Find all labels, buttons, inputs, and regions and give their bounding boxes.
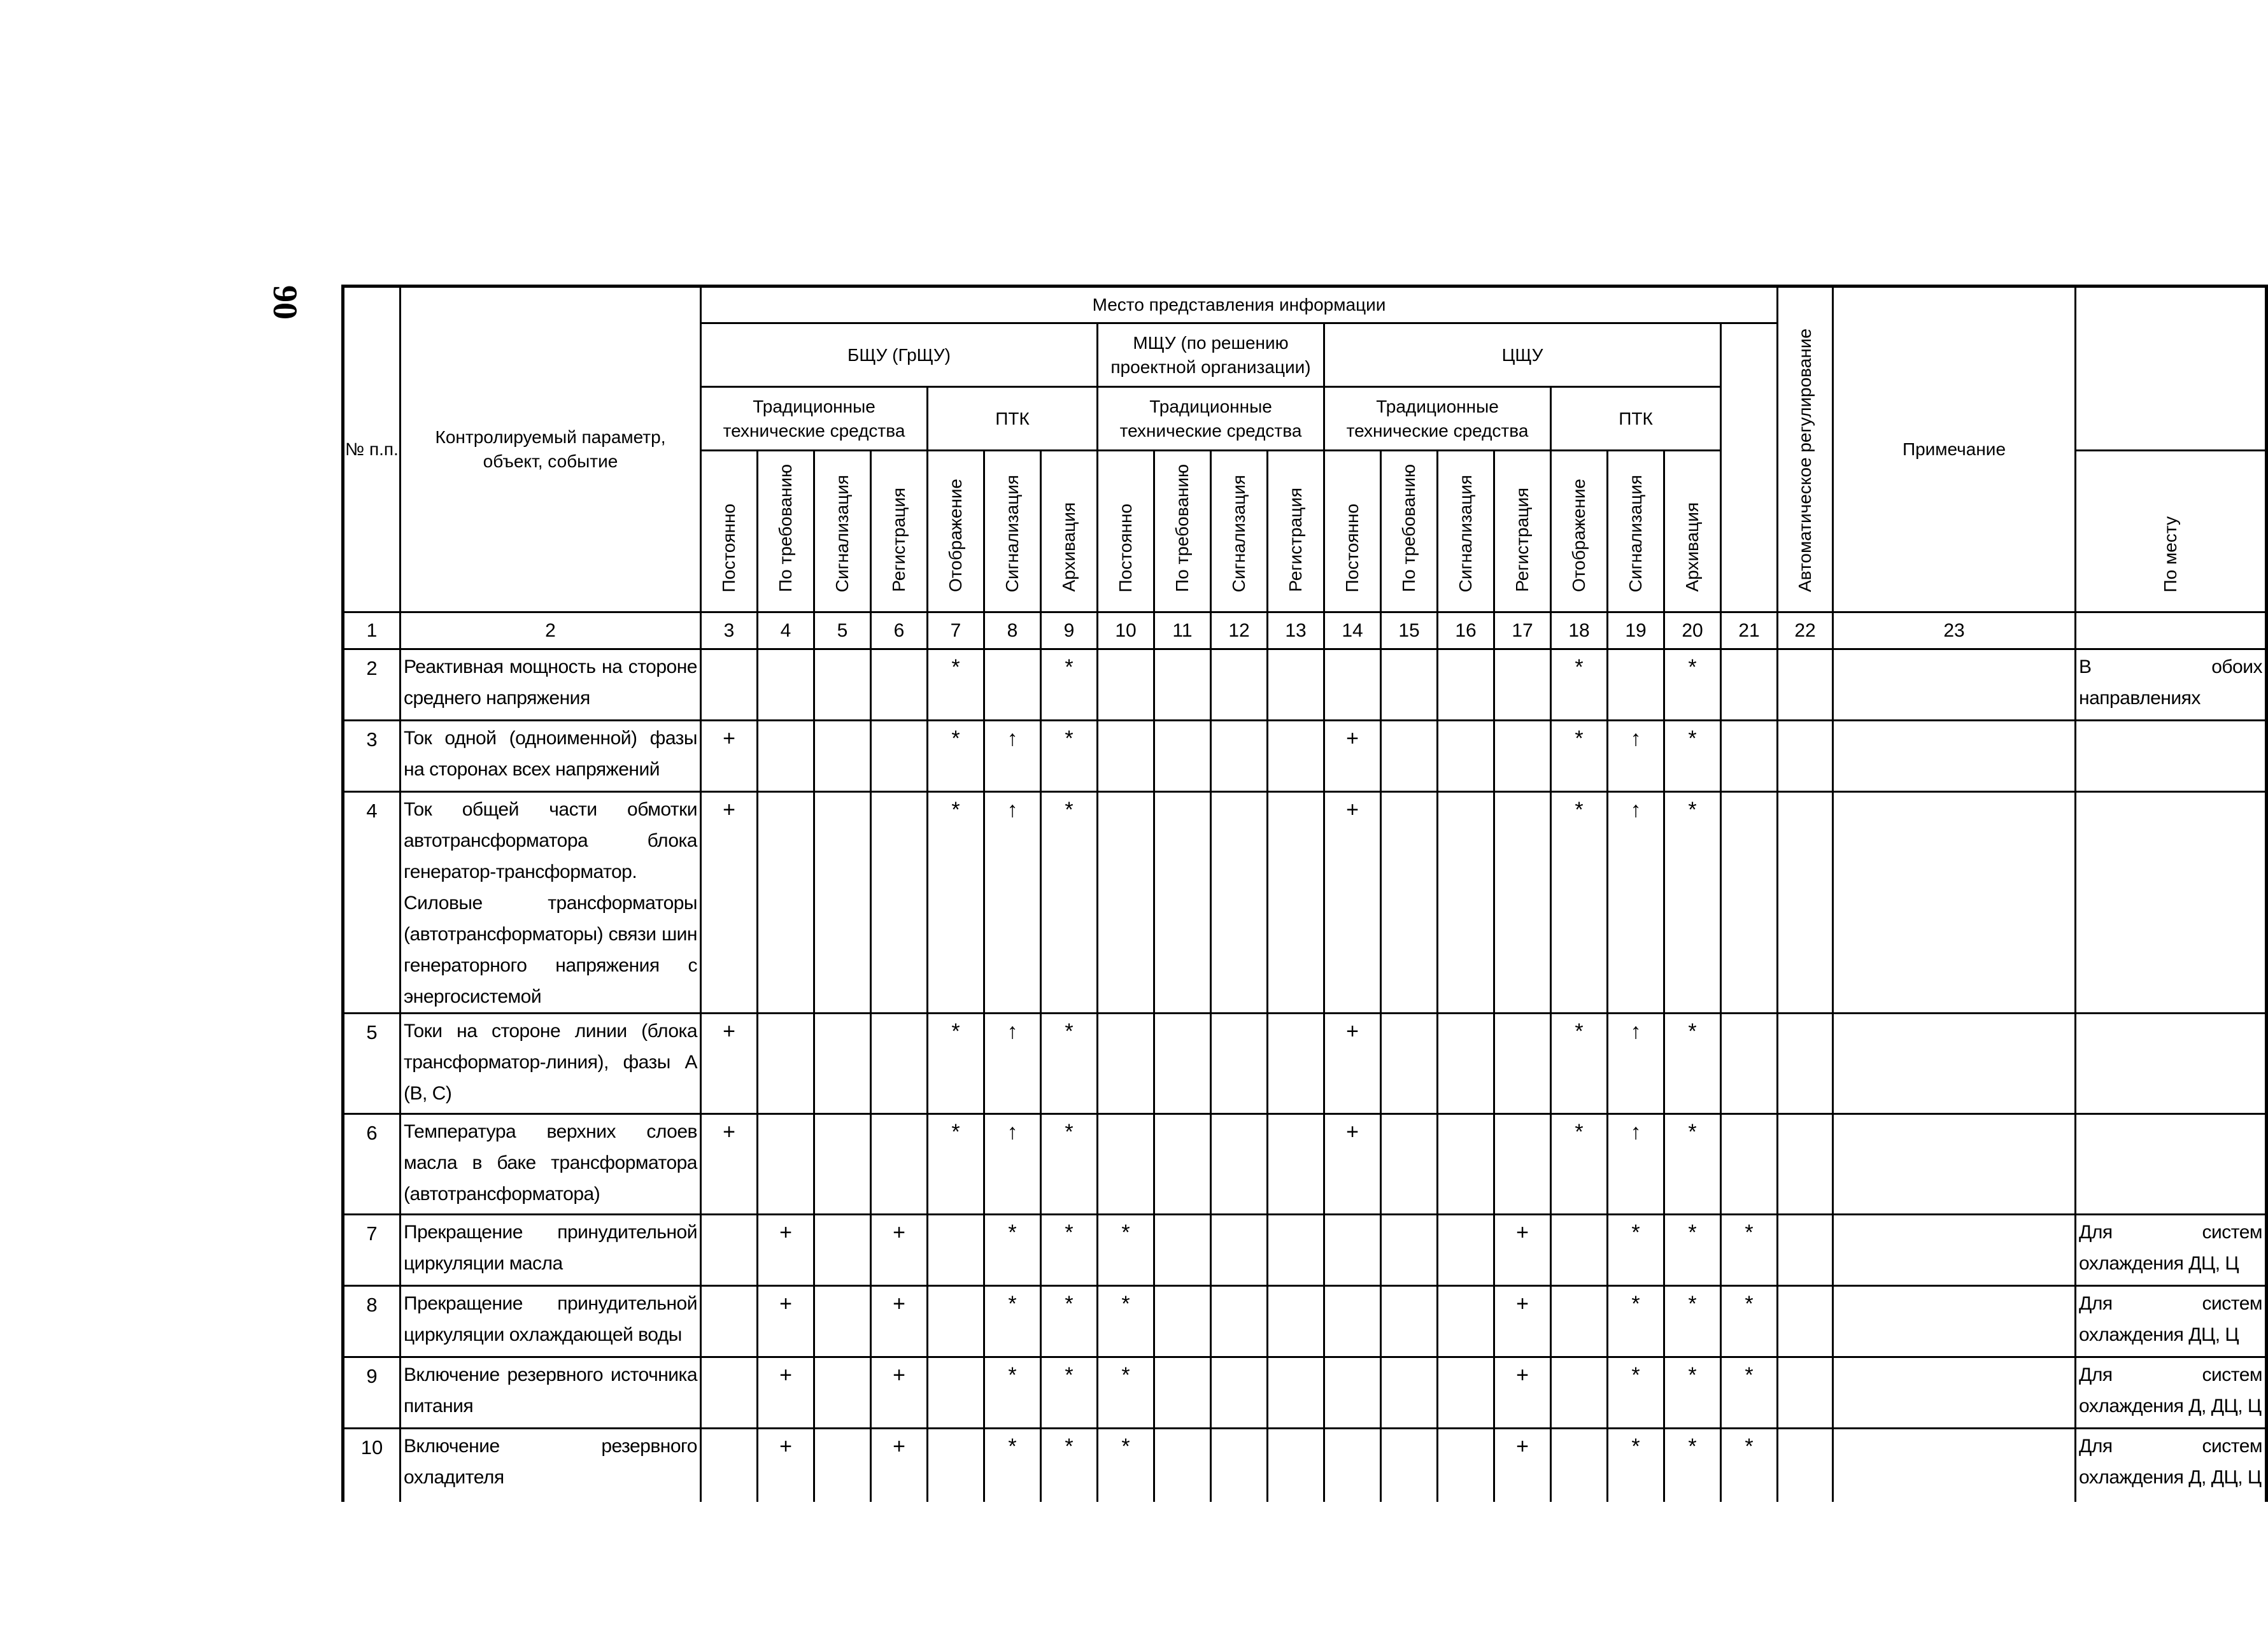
mark-cell: *	[1608, 1286, 1664, 1357]
mark-cell	[871, 1014, 928, 1114]
mark-cell: *	[984, 1357, 1041, 1429]
subheader-signalizaciya: Сигнализация	[1438, 451, 1494, 612]
note-cell: Для систем охлаждения ДЦ, Ц	[2076, 1215, 2267, 1286]
row-number: 8	[343, 1286, 400, 1357]
column-number: 21	[1721, 612, 1778, 649]
mark-cell	[1833, 1357, 2076, 1429]
mark-cell	[701, 1286, 758, 1357]
subheader-arhivaciya: Архивация	[1664, 451, 1721, 612]
subheader-po-trebovaniyu: По требованию	[1154, 451, 1211, 612]
mark-cell	[871, 649, 928, 721]
mark-cell	[871, 792, 928, 1014]
column-number: 15	[1381, 612, 1438, 649]
mark-cell	[1721, 792, 1778, 1014]
mark-cell: +	[871, 1429, 928, 1502]
mark-cell: *	[1041, 1357, 1098, 1429]
mark-cell: *	[1041, 721, 1098, 792]
mark-cell	[814, 721, 871, 792]
mark-cell: +	[871, 1357, 928, 1429]
mark-cell	[701, 649, 758, 721]
mark-cell	[1551, 1215, 1608, 1286]
mark-cell	[1324, 1429, 1381, 1502]
mark-cell: *	[1664, 1286, 1721, 1357]
mark-cell: *	[984, 1429, 1041, 1502]
column-number: 4	[758, 612, 814, 649]
mark-cell	[1778, 1286, 1833, 1357]
column-number: 14	[1324, 612, 1381, 649]
mark-cell	[1833, 792, 2076, 1014]
subheader-otobrazhenie: Отображение	[1551, 451, 1608, 612]
parameter-cell: Токи на стороне линии (блока трансформатор-линия), фазы А (В, С)	[400, 1014, 701, 1114]
mark-cell	[814, 1429, 871, 1502]
mark-cell	[758, 1114, 814, 1215]
mark-cell	[1211, 1114, 1268, 1215]
table-row	[343, 1114, 2267, 1215]
mark-cell: +	[701, 721, 758, 792]
column-number: 8	[984, 612, 1041, 649]
table-row	[343, 792, 2267, 1014]
mark-cell: +	[1324, 792, 1381, 1014]
mark-cell	[1154, 792, 1211, 1014]
header-bschu-ptk: ПТК	[928, 387, 1098, 451]
mark-cell: *	[1664, 1429, 1721, 1502]
subheader-po-trebovaniyu: По требованию	[1381, 451, 1438, 612]
column-number: 16	[1438, 612, 1494, 649]
note-cell	[2076, 1114, 2267, 1215]
mark-cell: ↑	[1608, 721, 1664, 792]
subheader-registraciya: Регистрация	[871, 451, 928, 612]
mark-cell	[1551, 1357, 1608, 1429]
mark-cell	[1778, 792, 1833, 1014]
column-number: 22	[1778, 612, 1833, 649]
subheader-postoyanno: Постоянно	[1324, 451, 1381, 612]
column-number: 6	[871, 612, 928, 649]
mark-cell	[1268, 1357, 1324, 1429]
mark-cell: *	[928, 1014, 984, 1114]
mark-cell	[1268, 792, 1324, 1014]
mark-cell: *	[1098, 1357, 1154, 1429]
mark-cell	[1381, 1357, 1438, 1429]
mark-cell	[1211, 1286, 1268, 1357]
mark-cell: *	[1664, 1014, 1721, 1114]
subheader-postoyanno: Постоянно	[1098, 451, 1154, 612]
mark-cell: +	[758, 1429, 814, 1502]
mark-cell	[871, 721, 928, 792]
header-number: № п.п.	[343, 286, 400, 612]
mark-cell	[1608, 649, 1664, 721]
mark-cell: *	[1664, 1215, 1721, 1286]
mark-cell: *	[984, 1215, 1041, 1286]
row-number: 9	[343, 1357, 400, 1429]
table-row	[343, 1014, 2267, 1114]
mark-cell	[1438, 1114, 1494, 1215]
mark-cell	[1154, 1357, 1211, 1429]
mark-cell: *	[1551, 649, 1608, 721]
note-cell: В обоих направлениях	[2076, 649, 2267, 721]
mark-cell	[1211, 792, 1268, 1014]
column-number: 11	[1154, 612, 1211, 649]
mark-cell: *	[928, 721, 984, 792]
mark-cell	[1833, 721, 2076, 792]
mark-cell	[1721, 1114, 1778, 1215]
mark-cell	[1324, 1215, 1381, 1286]
subheader-signalizaciya: Сигнализация	[814, 451, 871, 612]
mark-cell: ↑	[984, 1114, 1041, 1215]
column-number-row	[343, 612, 2267, 649]
mark-cell	[758, 721, 814, 792]
row-number: 6	[343, 1114, 400, 1215]
mark-cell	[814, 1215, 871, 1286]
note-cell	[2076, 792, 2267, 1014]
mark-cell	[1438, 1357, 1494, 1429]
mark-cell	[1494, 721, 1551, 792]
mark-cell	[1833, 1429, 2076, 1502]
mark-cell	[1381, 1286, 1438, 1357]
mark-cell	[1154, 1429, 1211, 1502]
mark-cell	[1438, 792, 1494, 1014]
mark-cell	[1381, 792, 1438, 1014]
column-number: 9	[1041, 612, 1098, 649]
mark-cell: *	[1608, 1215, 1664, 1286]
parameter-cell: Прекращение принудительной циркуляции масла	[400, 1215, 701, 1286]
note-cell	[2076, 721, 2267, 792]
parameter-cell: Реактивная мощность на стороне среднего напряжения	[400, 649, 701, 721]
mark-cell	[1324, 649, 1381, 721]
mark-cell	[1438, 721, 1494, 792]
mark-cell: +	[758, 1357, 814, 1429]
subheader-signalizaciya: Сигнализация	[984, 451, 1041, 612]
mark-cell	[814, 649, 871, 721]
mark-cell: *	[1041, 792, 1098, 1014]
mark-cell: *	[928, 649, 984, 721]
mark-cell	[1154, 649, 1211, 721]
mark-cell: *	[1041, 649, 1098, 721]
mark-cell	[758, 649, 814, 721]
mark-cell	[1438, 1286, 1494, 1357]
mark-cell: ↑	[1608, 1114, 1664, 1215]
row-number: 10	[343, 1429, 400, 1502]
mark-cell: *	[1664, 1357, 1721, 1429]
mark-cell: *	[1608, 1429, 1664, 1502]
column-number: 20	[1664, 612, 1721, 649]
mark-cell	[1268, 1429, 1324, 1502]
row-number: 4	[343, 792, 400, 1014]
monitoring-parameters-table	[341, 285, 2268, 1502]
mark-cell	[1154, 1114, 1211, 1215]
row-number: 2	[343, 649, 400, 721]
mark-cell: *	[1041, 1014, 1098, 1114]
mark-cell	[984, 649, 1041, 721]
subheader-signalizaciya: Сигнализация	[1211, 451, 1268, 612]
mark-cell	[1381, 1114, 1438, 1215]
mark-cell	[1381, 1014, 1438, 1114]
subheader-signalizaciya: Сигнализация	[1608, 451, 1664, 612]
mark-cell	[1381, 1429, 1438, 1502]
mark-cell	[701, 1357, 758, 1429]
mark-cell	[1098, 649, 1154, 721]
note-cell: Для систем охлаждения Д, ДЦ, Ц	[2076, 1429, 2267, 1502]
mark-cell: *	[1041, 1286, 1098, 1357]
mark-cell: +	[701, 1014, 758, 1114]
mark-cell: +	[701, 792, 758, 1014]
mark-cell: ↑	[984, 792, 1041, 1014]
mark-cell: *	[1098, 1286, 1154, 1357]
mark-cell	[1098, 721, 1154, 792]
mark-cell: *	[1551, 1114, 1608, 1215]
mark-cell	[1211, 721, 1268, 792]
column-number: 3	[701, 612, 758, 649]
mark-cell: *	[1721, 1215, 1778, 1286]
mark-cell	[1098, 792, 1154, 1014]
note-cell: Для систем охлаждения Д, ДЦ, Ц	[2076, 1357, 2267, 1429]
mark-cell	[1211, 1014, 1268, 1114]
parameter-cell: Включение резервного охладителя	[400, 1429, 701, 1502]
mark-cell	[1154, 721, 1211, 792]
mark-cell	[928, 1357, 984, 1429]
mark-cell	[814, 1357, 871, 1429]
parameter-cell: Прекращение принудительной циркуляции охлаждающей воды	[400, 1286, 701, 1357]
mark-cell: *	[1551, 1014, 1608, 1114]
mark-cell	[1438, 649, 1494, 721]
mark-cell: +	[1494, 1215, 1551, 1286]
mark-cell	[1154, 1215, 1211, 1286]
mark-cell	[1268, 649, 1324, 721]
mark-cell	[1211, 649, 1268, 721]
table-row	[343, 1429, 2267, 1502]
mark-cell	[1833, 649, 2076, 721]
mark-cell: +	[758, 1286, 814, 1357]
table-row	[343, 1357, 2267, 1429]
header-bschu: БЩУ (ГрЩУ)	[701, 323, 1098, 387]
mark-cell	[1438, 1429, 1494, 1502]
mark-cell: *	[928, 1114, 984, 1215]
mark-cell	[1778, 1114, 1833, 1215]
column-number: 12	[1211, 612, 1268, 649]
subheader-po-trebovaniyu: По требованию	[758, 451, 814, 612]
header-bschu-traditional: Традиционные технические средства	[701, 387, 928, 451]
column-number: 13	[1268, 612, 1324, 649]
mark-cell	[1324, 1286, 1381, 1357]
mark-cell: *	[1664, 649, 1721, 721]
mark-cell: ↑	[1608, 1014, 1664, 1114]
mark-cell: *	[1664, 1114, 1721, 1215]
column-number: 10	[1098, 612, 1154, 649]
mark-cell: +	[1324, 1114, 1381, 1215]
mark-cell: *	[1721, 1429, 1778, 1502]
mark-cell	[1098, 1014, 1154, 1114]
mark-cell: ↑	[984, 1014, 1041, 1114]
mark-cell	[1438, 1215, 1494, 1286]
subheader-registraciya: Регистрация	[1494, 451, 1551, 612]
table-row	[343, 649, 2267, 721]
subheader-registraciya: Регистрация	[1268, 451, 1324, 612]
parameter-cell: Температура верхних слоев масла в баке трансформатора (автотрансформатора)	[400, 1114, 701, 1215]
mark-cell: *	[1721, 1286, 1778, 1357]
mark-cell: *	[1041, 1215, 1098, 1286]
mark-cell	[1833, 1215, 2076, 1286]
mark-cell: *	[1098, 1429, 1154, 1502]
mark-cell	[1778, 649, 1833, 721]
mark-cell: *	[1664, 721, 1721, 792]
mark-cell	[701, 1429, 758, 1502]
mark-cell	[1778, 1215, 1833, 1286]
mark-cell	[1494, 1014, 1551, 1114]
column-number: 1	[343, 612, 400, 649]
mark-cell: +	[1494, 1357, 1551, 1429]
mark-cell	[814, 1286, 871, 1357]
mark-cell	[928, 1286, 984, 1357]
mark-cell: +	[758, 1215, 814, 1286]
mark-cell	[1211, 1215, 1268, 1286]
mark-cell: *	[1041, 1114, 1098, 1215]
mark-cell	[1721, 721, 1778, 792]
header-mschu: МЩУ (по решению проектной организации)	[1098, 323, 1324, 387]
table-row	[343, 1215, 2267, 1286]
subheader-otobrazhenie: Отображение	[928, 451, 984, 612]
column-number: 17	[1494, 612, 1551, 649]
mark-cell	[814, 1014, 871, 1114]
mark-cell: +	[1494, 1429, 1551, 1502]
column-number: 23	[1833, 612, 2076, 649]
mark-cell	[1268, 1286, 1324, 1357]
mark-cell	[1778, 1014, 1833, 1114]
mark-cell: +	[1324, 721, 1381, 792]
subheader-po-mestu: По месту	[2076, 451, 2267, 612]
mark-cell: *	[1664, 792, 1721, 1014]
mark-cell	[1494, 649, 1551, 721]
parameter-cell: Ток общей части обмотки автотрансформатора блока генератор-трансформатор. Силовые трансформаторы (автотрансформаторы) связи шин генераторного напряжения с энергосистемой	[400, 792, 701, 1014]
mark-cell	[1154, 1286, 1211, 1357]
mark-cell	[1778, 721, 1833, 792]
header-cschu-traditional: Традиционные технические средства	[1324, 387, 1551, 451]
header-place-of-information: Место представления информации	[701, 286, 1778, 323]
column-number: 2	[400, 612, 701, 649]
mark-cell	[814, 1114, 871, 1215]
mark-cell: +	[1494, 1286, 1551, 1357]
mark-cell	[1211, 1429, 1268, 1502]
row-number: 7	[343, 1215, 400, 1286]
mark-cell	[1438, 1014, 1494, 1114]
parameter-cell: Ток одной (одноименной) фазы на сторонах всех напряжений	[400, 721, 701, 792]
mark-cell	[1381, 721, 1438, 792]
column-number: 19	[1608, 612, 1664, 649]
mark-cell	[1268, 721, 1324, 792]
mark-cell	[1268, 1114, 1324, 1215]
mark-cell	[1778, 1429, 1833, 1502]
mark-cell: ↑	[984, 721, 1041, 792]
mark-cell	[1551, 1286, 1608, 1357]
page-number: 90	[266, 285, 304, 320]
mark-cell	[871, 1114, 928, 1215]
mark-cell	[1778, 1357, 1833, 1429]
mark-cell	[1721, 649, 1778, 721]
column-number: 18	[1551, 612, 1608, 649]
mark-cell: +	[1324, 1014, 1381, 1114]
row-number: 5	[343, 1014, 400, 1114]
mark-cell	[1098, 1114, 1154, 1215]
header-cschu-ptk: ПТК	[1551, 387, 1721, 451]
mark-cell: +	[701, 1114, 758, 1215]
mark-cell	[1381, 1215, 1438, 1286]
mark-cell	[1494, 1114, 1551, 1215]
mark-cell: *	[984, 1286, 1041, 1357]
mark-cell	[1721, 1014, 1778, 1114]
mark-cell: +	[871, 1215, 928, 1286]
mark-cell	[758, 1014, 814, 1114]
mark-cell	[814, 792, 871, 1014]
mark-cell	[1833, 1014, 2076, 1114]
mark-cell	[1268, 1215, 1324, 1286]
mark-cell	[701, 1215, 758, 1286]
mark-cell	[1551, 1429, 1608, 1502]
row-number: 3	[343, 721, 400, 792]
mark-cell: ↑	[1608, 792, 1664, 1014]
mark-cell: *	[928, 792, 984, 1014]
mark-cell: *	[1551, 792, 1608, 1014]
mark-cell: *	[1041, 1429, 1098, 1502]
mark-cell	[1833, 1114, 2076, 1215]
header-empty	[1721, 323, 1778, 612]
mark-cell	[928, 1429, 984, 1502]
column-number: 5	[814, 612, 871, 649]
mark-cell	[758, 792, 814, 1014]
mark-cell	[928, 1215, 984, 1286]
header-note: Примечание	[1833, 286, 2076, 612]
parameter-cell: Включение резервного источника питания	[400, 1357, 701, 1429]
note-cell: Для систем охлаждения ДЦ, Ц	[2076, 1286, 2267, 1357]
header-mschu-traditional: Традиционные технические средства	[1098, 387, 1324, 451]
mark-cell: *	[1551, 721, 1608, 792]
header-auto-regulation: Автоматическое регулирование	[1778, 286, 1833, 612]
mark-cell	[1211, 1357, 1268, 1429]
mark-cell	[1833, 1286, 2076, 1357]
header-cschu: ЦЩУ	[1324, 323, 1721, 387]
subheader-arhivaciya: Архивация	[1041, 451, 1098, 612]
mark-cell	[1494, 792, 1551, 1014]
mark-cell: *	[1721, 1357, 1778, 1429]
mark-cell: *	[1098, 1215, 1154, 1286]
table-row	[343, 1286, 2267, 1357]
note-cell	[2076, 1014, 2267, 1114]
subheader-postoyanno: Постоянно	[701, 451, 758, 612]
column-number: 7	[928, 612, 984, 649]
mark-cell	[1381, 649, 1438, 721]
mark-cell: +	[871, 1286, 928, 1357]
mark-cell: *	[1608, 1357, 1664, 1429]
header-parameter: Контролируемый параметр, объект, событие	[400, 286, 701, 612]
mark-cell	[1324, 1357, 1381, 1429]
mark-cell	[1268, 1014, 1324, 1114]
mark-cell	[1154, 1014, 1211, 1114]
table-row	[343, 721, 2267, 792]
